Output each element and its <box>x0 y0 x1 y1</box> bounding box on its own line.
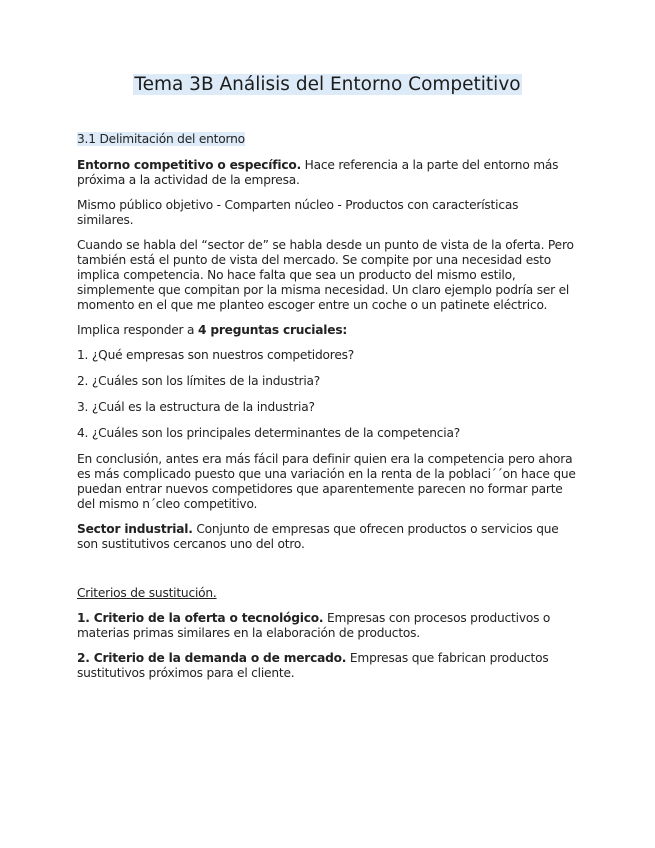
entorno-paragraph: Entorno competitivo o específico. Hace referencia a la parte del entorno más próxima a la actividad de la empresa. <box>77 158 559 187</box>
page-title: Tema 3B Análisis del Entorno Competitivo <box>134 74 521 95</box>
question-item: 4. ¿Cuáles son los principales determinantes de la competencia? <box>77 426 461 440</box>
sector-de-paragraph: Cuando se habla del “sector de” se habla desde un punto de vista de la oferta. Pero también está el punto de vista del mercado. Se compite por una necesidad esto implica competencia. No hace falta que sea un producto del mismo estilo, simplemente que compitan por la misma necesidad. Un claro ejemplo podría ser el momento en el que me planteo escoger entre un coche o un patinete eléctrico. <box>77 238 574 312</box>
sector-industrial-paragraph: Sector industrial. Conjunto de empresas que ofrecen productos o servicios que son sustitutivos cercanos uno del otro. <box>77 522 559 551</box>
section-heading: 3.1 Delimitación del entorno <box>77 132 245 146</box>
criterios-heading: Criterios de sustitución. <box>77 586 217 600</box>
mismo-paragraph: Mismo público objetivo - Comparten núcleo - Productos con características similares. <box>77 198 519 227</box>
spacer <box>77 562 577 586</box>
document-body <box>77 132 577 691</box>
question-item: 3. ¿Cuál es la estructura de la industria? <box>77 400 315 414</box>
criterio-1-paragraph: 1. Criterio de la oferta o tecnológico. Empresas con procesos productivos o materias primas similares en la elaboración de productos. <box>77 611 551 640</box>
question-item: 2. ¿Cuáles son los límites de la industria? <box>77 374 321 388</box>
implica-paragraph: Implica responder a 4 preguntas cruciales: <box>77 323 348 337</box>
question-item: 1. ¿Qué empresas son nuestros competidores? <box>77 348 355 362</box>
criterio-2-paragraph: 2. Criterio de la demanda o de mercado. Empresas que fabrican productos sustitutivos próximos para el cliente. <box>77 651 549 680</box>
conclusion-paragraph: En conclusión, antes era más fácil para definir quien era la competencia pero ahora es más complicado puesto que una variación en la renta de la poblaci´´on hace que puedan entrar nuevos competidores que aparentemente parecen no formar parte del mismo n´cleo competitivo. <box>77 452 576 511</box>
